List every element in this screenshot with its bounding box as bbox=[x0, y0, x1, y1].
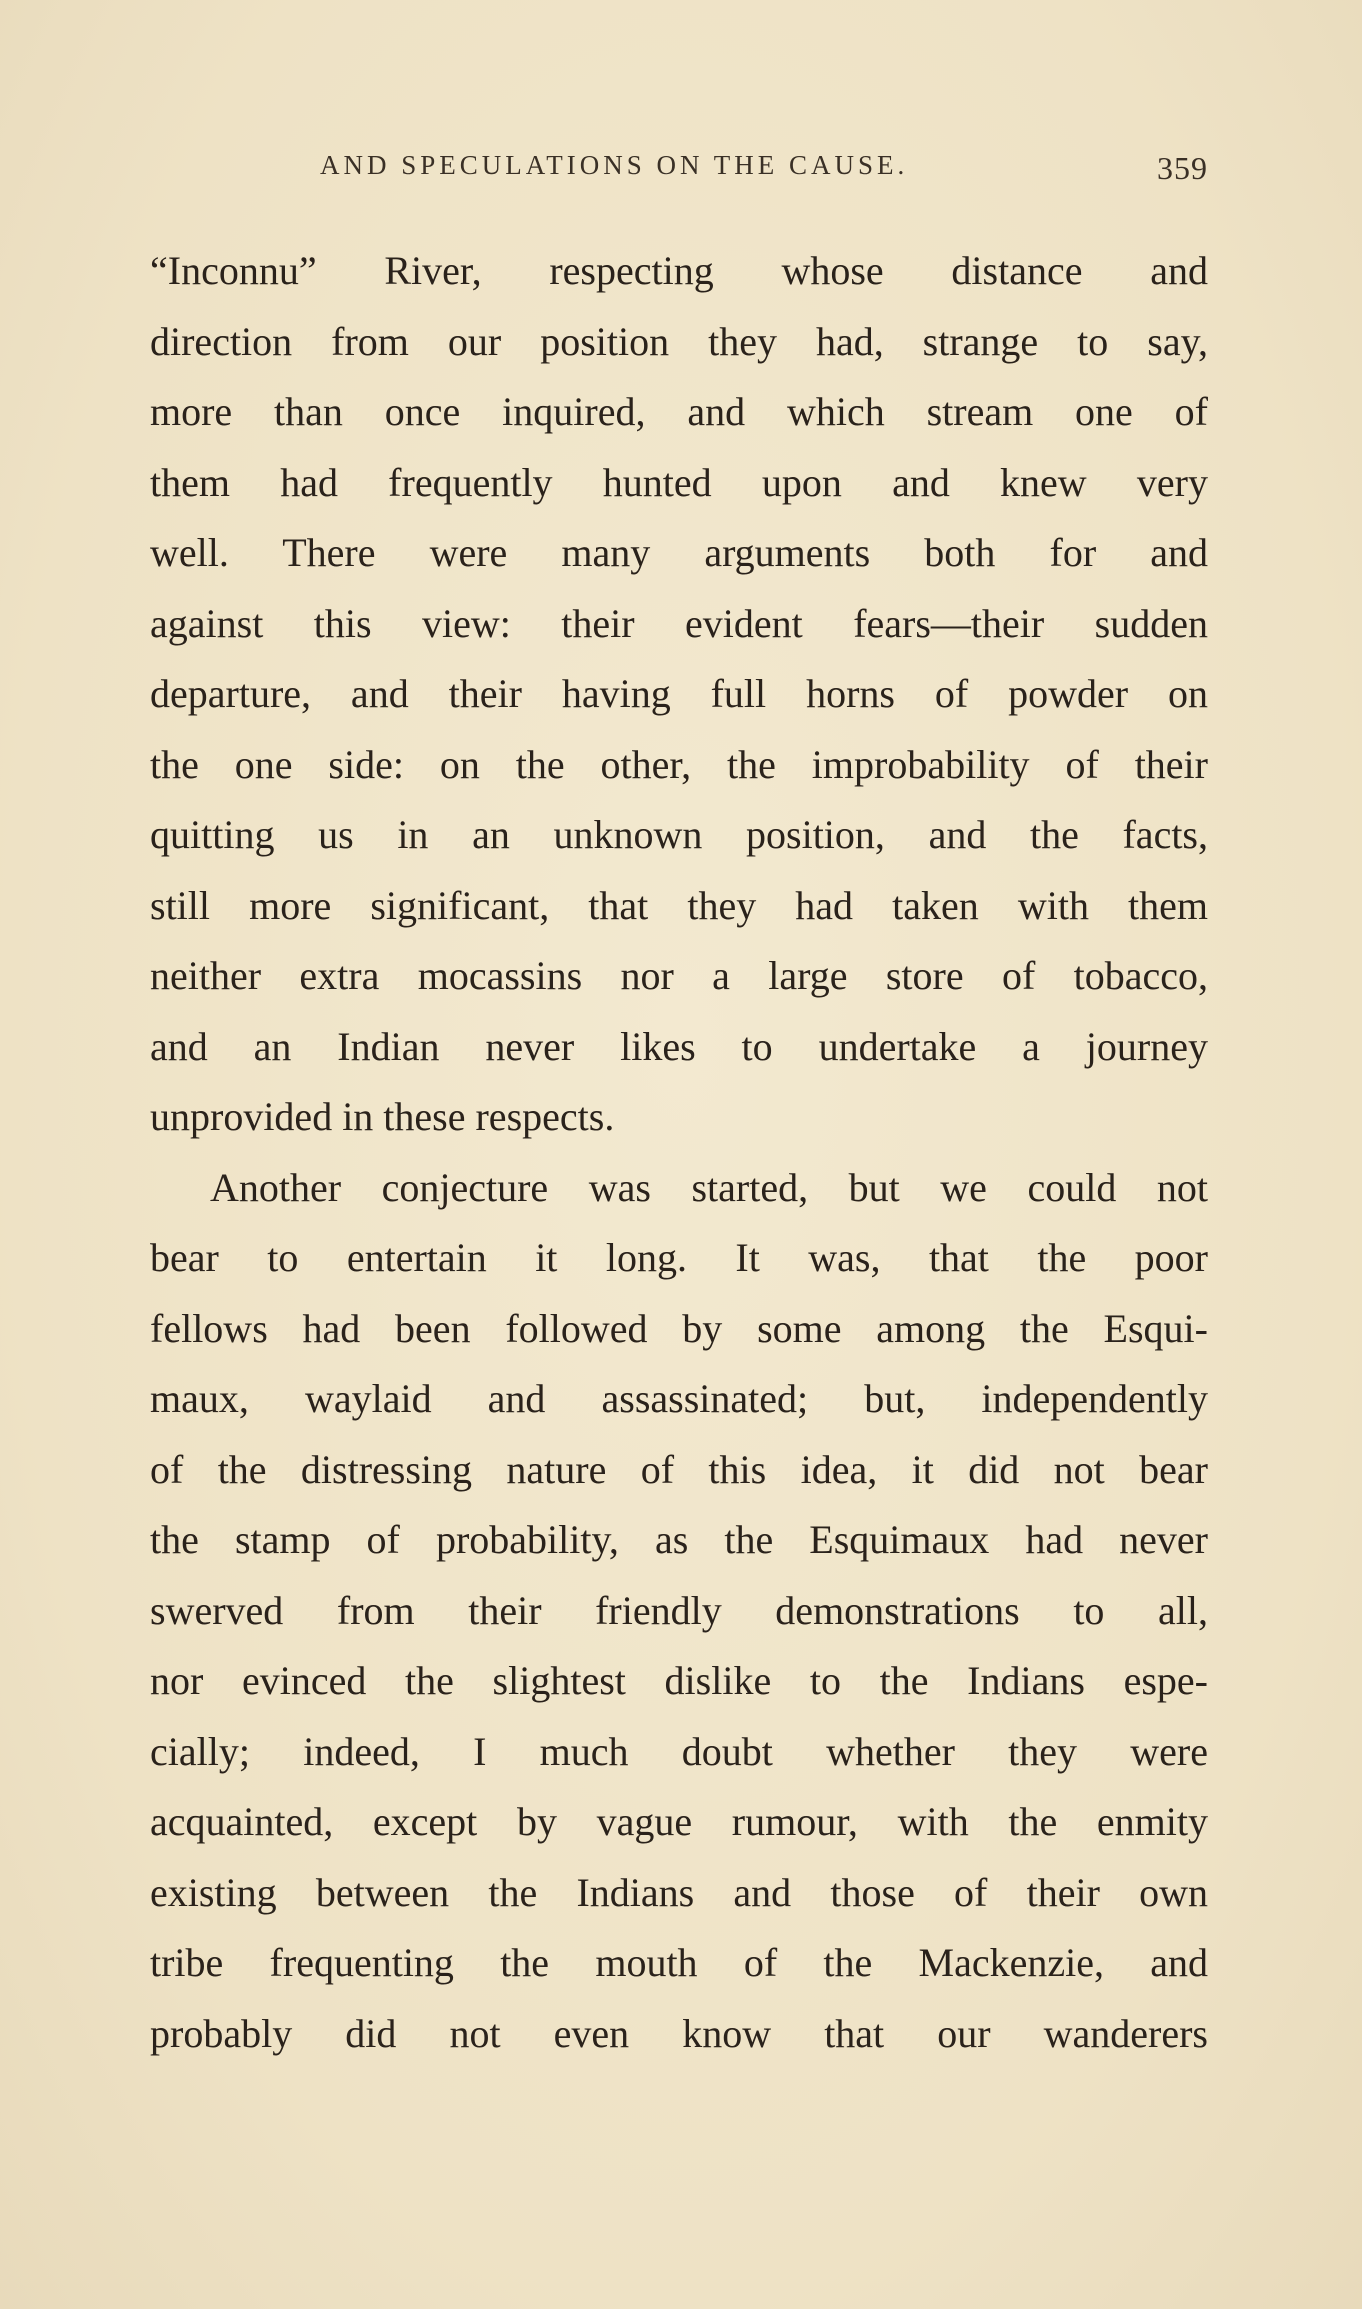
text-line: of the distressing nature of this idea, it did not bear bbox=[150, 1446, 1208, 1492]
text-line: swerved from their friendly demonstrations to all, bbox=[150, 1587, 1208, 1633]
text-line: direction from our position they had, strange to say, bbox=[150, 318, 1208, 364]
paragraph-last-line: unprovided in these respects. bbox=[150, 1094, 615, 1139]
text-line: them had frequently hunted upon and knew very bbox=[150, 459, 1208, 505]
text-line: cially; indeed, I much doubt whether they were bbox=[150, 1728, 1208, 1774]
page-number: 359 bbox=[1157, 150, 1208, 186]
text-line: more than once inquired, and which stream one of bbox=[150, 389, 1208, 434]
text-line: still more significant, that they had taken with them bbox=[150, 882, 1208, 928]
text-line: probably did not even know that our wanderers bbox=[150, 2010, 1208, 2056]
text-line: well. There were many arguments both for and bbox=[150, 530, 1208, 575]
text-line: nor evinced the slightest dislike to the Indians espe- bbox=[150, 1658, 1208, 1703]
paragraph-first-line: Another conjecture was started, but we could not bbox=[210, 1164, 1208, 1210]
text-line: the stamp of probability, as the Esquimaux had never bbox=[150, 1517, 1208, 1562]
text-line: tribe frequenting the mouth of the Mackenzie, and bbox=[150, 1940, 1208, 1985]
running-head bbox=[150, 150, 1208, 190]
text-line: the one side: on the other, the improbability of their bbox=[150, 741, 1208, 787]
text-line: departure, and their having full horns of powder on bbox=[150, 671, 1208, 716]
text-line: “Inconnu” River, respecting whose distance and bbox=[150, 248, 1208, 293]
text-line: maux, waylaid and assassinated; but, independently bbox=[150, 1376, 1208, 1421]
running-title: AND SPECULATIONS ON THE CAUSE. bbox=[320, 150, 909, 180]
text-line: neither extra mocassins nor a large store of tobacco, bbox=[150, 953, 1208, 998]
text-line: fellows had been followed by some among the Esqui- bbox=[150, 1305, 1208, 1351]
text-line: acquainted, except by vague rumour, with the enmity bbox=[150, 1799, 1208, 1844]
text-line: and an Indian never likes to undertake a journey bbox=[150, 1023, 1208, 1069]
text-line: bear to entertain it long. It was, that the poor bbox=[150, 1235, 1208, 1280]
text-line: against this view: their evident fears—their sudden bbox=[150, 600, 1208, 646]
text-line: existing between the Indians and those of their own bbox=[150, 1869, 1208, 1915]
text-line: quitting us in an unknown position, and the facts, bbox=[150, 812, 1208, 857]
body-text bbox=[150, 236, 1208, 2069]
